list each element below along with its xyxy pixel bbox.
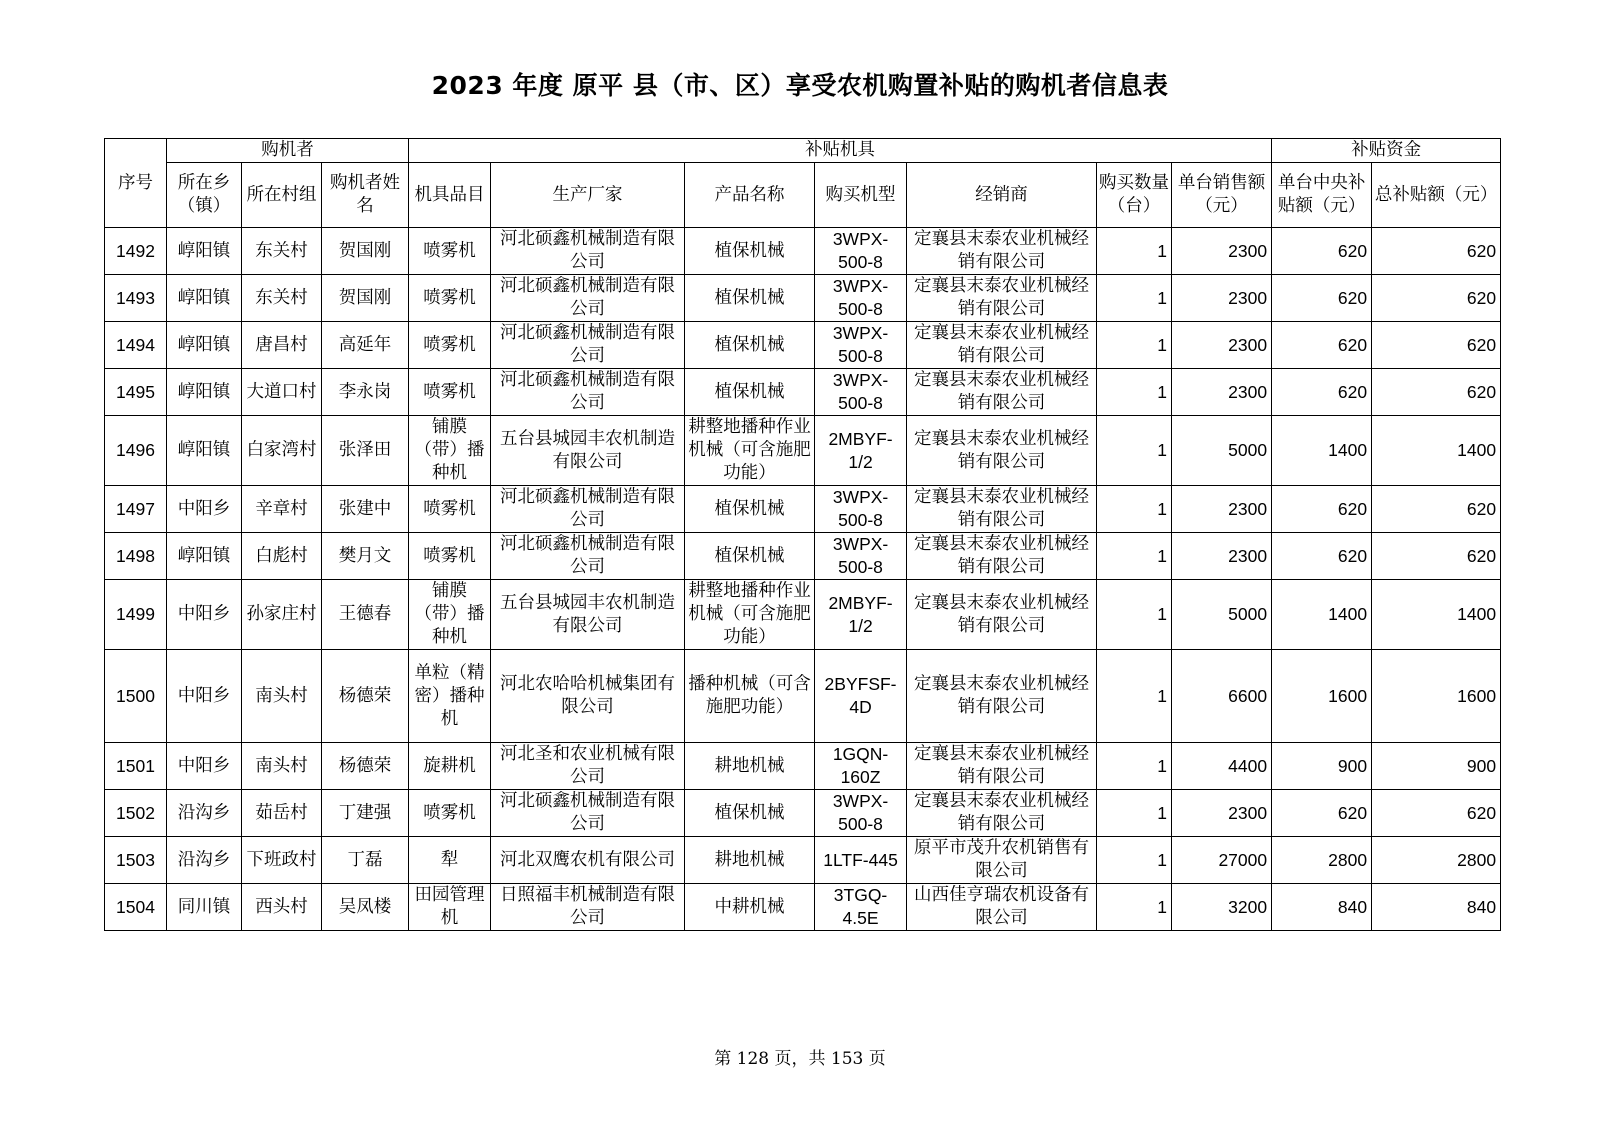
cell-unit-price: 2300 <box>1172 533 1272 580</box>
cell-model: 3WPX-500-8 <box>815 228 907 275</box>
cell-name: 杨德荣 <box>322 650 409 743</box>
cell-total-subsidy: 620 <box>1372 486 1501 533</box>
cell-category: 喷雾机 <box>409 369 491 416</box>
cell-name: 张建中 <box>322 486 409 533</box>
cell-town: 崞阳镇 <box>167 322 242 369</box>
cell-product: 植保机械 <box>685 369 815 416</box>
cell-manufacturer: 河北硕鑫机械制造有限公司 <box>491 275 685 322</box>
cell-name: 樊月文 <box>322 533 409 580</box>
cell-model: 3WPX-500-8 <box>815 369 907 416</box>
cell-product: 植保机械 <box>685 275 815 322</box>
table-row <box>105 650 1501 743</box>
cell-unit-subsidy: 620 <box>1272 275 1372 322</box>
cell-dealer: 定襄县末泰农业机械经销有限公司 <box>907 369 1097 416</box>
cell-village: 白家湾村 <box>242 416 322 486</box>
header-column-row <box>105 163 1501 228</box>
cell-unit-subsidy: 620 <box>1272 369 1372 416</box>
cell-model: 3WPX-500-8 <box>815 533 907 580</box>
cell-category: 喷雾机 <box>409 322 491 369</box>
cell-category: 犁 <box>409 837 491 884</box>
cell-manufacturer: 河北农哈哈机械集团有限公司 <box>491 650 685 743</box>
cell-total-subsidy: 620 <box>1372 228 1501 275</box>
cell-total-subsidy: 620 <box>1372 790 1501 837</box>
cell-total-subsidy: 620 <box>1372 369 1501 416</box>
cell-town: 崞阳镇 <box>167 369 242 416</box>
cell-seq: 1500 <box>105 650 167 743</box>
cell-manufacturer: 河北硕鑫机械制造有限公司 <box>491 228 685 275</box>
cell-village: 下班政村 <box>242 837 322 884</box>
cell-category: 旋耕机 <box>409 743 491 790</box>
cell-qty: 1 <box>1097 884 1172 931</box>
cell-qty: 1 <box>1097 275 1172 322</box>
page-title: 2023 年度 原平 县（市、区）享受农机购置补贴的购机者信息表 <box>431 71 1169 100</box>
cell-village: 唐昌村 <box>242 322 322 369</box>
table-row <box>105 416 1501 486</box>
cell-total-subsidy: 620 <box>1372 275 1501 322</box>
cell-town: 中阳乡 <box>167 486 242 533</box>
table-row <box>105 743 1501 790</box>
cell-unit-subsidy: 620 <box>1272 322 1372 369</box>
cell-unit-price: 2300 <box>1172 790 1272 837</box>
cell-dealer: 定襄县末泰农业机械经销有限公司 <box>907 486 1097 533</box>
cell-village: 辛章村 <box>242 486 322 533</box>
cell-manufacturer: 五台县城园丰农机制造有限公司 <box>491 416 685 486</box>
cell-model: 3WPX-500-8 <box>815 322 907 369</box>
cell-qty: 1 <box>1097 416 1172 486</box>
cell-unit-price: 2300 <box>1172 369 1272 416</box>
cell-dealer: 原平市茂升农机销售有限公司 <box>907 837 1097 884</box>
header-group-machine: 补贴机具 <box>409 139 1272 163</box>
header-product: 产品名称 <box>685 163 815 228</box>
cell-dealer: 定襄县末泰农业机械经销有限公司 <box>907 416 1097 486</box>
cell-manufacturer: 河北硕鑫机械制造有限公司 <box>491 322 685 369</box>
cell-seq: 1499 <box>105 580 167 650</box>
cell-name: 高延年 <box>322 322 409 369</box>
cell-town: 中阳乡 <box>167 650 242 743</box>
cell-seq: 1502 <box>105 790 167 837</box>
cell-qty: 1 <box>1097 837 1172 884</box>
cell-model: 3WPX-500-8 <box>815 790 907 837</box>
cell-seq: 1493 <box>105 275 167 322</box>
cell-category: 铺膜（带）播种机 <box>409 416 491 486</box>
cell-manufacturer: 五台县城园丰农机制造有限公司 <box>491 580 685 650</box>
header-model: 购买机型 <box>815 163 907 228</box>
cell-town: 同川镇 <box>167 884 242 931</box>
cell-model: 3TGQ-4.5E <box>815 884 907 931</box>
header-group-fund: 补贴资金 <box>1272 139 1501 163</box>
cell-seq: 1504 <box>105 884 167 931</box>
cell-town: 沿沟乡 <box>167 837 242 884</box>
cell-qty: 1 <box>1097 228 1172 275</box>
table-row <box>105 275 1501 322</box>
cell-manufacturer: 河北硕鑫机械制造有限公司 <box>491 533 685 580</box>
cell-village: 孙家庄村 <box>242 580 322 650</box>
cell-qty: 1 <box>1097 743 1172 790</box>
table-row <box>105 884 1501 931</box>
cell-village: 白彪村 <box>242 533 322 580</box>
cell-model: 3WPX-500-8 <box>815 486 907 533</box>
table-row <box>105 228 1501 275</box>
cell-category: 喷雾机 <box>409 486 491 533</box>
cell-model: 2MBYF-1/2 <box>815 416 907 486</box>
cell-manufacturer: 河北硕鑫机械制造有限公司 <box>491 790 685 837</box>
header-group-buyer: 购机者 <box>167 139 409 163</box>
cell-dealer: 定襄县末泰农业机械经销有限公司 <box>907 790 1097 837</box>
cell-product: 中耕机械 <box>685 884 815 931</box>
cell-dealer: 山西佳亨瑞农机设备有限公司 <box>907 884 1097 931</box>
cell-product: 植保机械 <box>685 790 815 837</box>
header-manufacturer: 生产厂家 <box>491 163 685 228</box>
header-town: 所在乡（镇） <box>167 163 242 228</box>
cell-total-subsidy: 1400 <box>1372 580 1501 650</box>
cell-town: 中阳乡 <box>167 743 242 790</box>
cell-dealer: 定襄县末泰农业机械经销有限公司 <box>907 533 1097 580</box>
cell-qty: 1 <box>1097 486 1172 533</box>
page-number: 第 128 页，共 153 页 <box>714 1049 886 1069</box>
cell-seq: 1496 <box>105 416 167 486</box>
cell-seq: 1501 <box>105 743 167 790</box>
cell-name: 丁建强 <box>322 790 409 837</box>
cell-category: 喷雾机 <box>409 533 491 580</box>
cell-model: 1LTF-445 <box>815 837 907 884</box>
cell-model: 2BYFSF-4D <box>815 650 907 743</box>
cell-product: 播种机械（可含施肥功能） <box>685 650 815 743</box>
header-dealer: 经销商 <box>907 163 1097 228</box>
table-row <box>105 322 1501 369</box>
cell-dealer: 定襄县末泰农业机械经销有限公司 <box>907 650 1097 743</box>
cell-unit-subsidy: 1400 <box>1272 416 1372 486</box>
cell-unit-price: 2300 <box>1172 322 1272 369</box>
cell-total-subsidy: 620 <box>1372 533 1501 580</box>
header-unit-subsidy: 单台中央补贴额（元） <box>1272 163 1372 228</box>
cell-unit-price: 27000 <box>1172 837 1272 884</box>
header-group-row <box>105 139 1501 163</box>
cell-name: 张泽田 <box>322 416 409 486</box>
cell-unit-subsidy: 620 <box>1272 533 1372 580</box>
cell-qty: 1 <box>1097 533 1172 580</box>
cell-qty: 1 <box>1097 369 1172 416</box>
cell-total-subsidy: 620 <box>1372 322 1501 369</box>
cell-model: 2MBYF-1/2 <box>815 580 907 650</box>
cell-seq: 1498 <box>105 533 167 580</box>
cell-name: 杨德荣 <box>322 743 409 790</box>
cell-dealer: 定襄县末泰农业机械经销有限公司 <box>907 275 1097 322</box>
table-row <box>105 580 1501 650</box>
cell-product: 植保机械 <box>685 322 815 369</box>
header-qty: 购买数量（台） <box>1097 163 1172 228</box>
cell-dealer: 定襄县末泰农业机械经销有限公司 <box>907 322 1097 369</box>
cell-product: 植保机械 <box>685 486 815 533</box>
cell-seq: 1497 <box>105 486 167 533</box>
cell-unit-subsidy: 1600 <box>1272 650 1372 743</box>
cell-unit-subsidy: 900 <box>1272 743 1372 790</box>
cell-dealer: 定襄县末泰农业机械经销有限公司 <box>907 580 1097 650</box>
cell-village: 东关村 <box>242 275 322 322</box>
cell-unit-price: 2300 <box>1172 275 1272 322</box>
cell-model: 3WPX-500-8 <box>815 275 907 322</box>
cell-village: 南头村 <box>242 650 322 743</box>
cell-name: 贺国刚 <box>322 275 409 322</box>
cell-unit-price: 4400 <box>1172 743 1272 790</box>
cell-unit-subsidy: 1400 <box>1272 580 1372 650</box>
cell-town: 沿沟乡 <box>167 790 242 837</box>
header-total-subsidy: 总补贴额（元） <box>1372 163 1501 228</box>
cell-total-subsidy: 1600 <box>1372 650 1501 743</box>
cell-category: 铺膜（带）播种机 <box>409 580 491 650</box>
cell-manufacturer: 日照福丰机械制造有限公司 <box>491 884 685 931</box>
cell-unit-subsidy: 2800 <box>1272 837 1372 884</box>
cell-unit-price: 5000 <box>1172 580 1272 650</box>
cell-qty: 1 <box>1097 790 1172 837</box>
cell-category: 喷雾机 <box>409 790 491 837</box>
table-row <box>105 837 1501 884</box>
cell-product: 耕整地播种作业机械（可含施肥功能） <box>685 580 815 650</box>
cell-unit-price: 5000 <box>1172 416 1272 486</box>
cell-product: 植保机械 <box>685 228 815 275</box>
cell-town: 崞阳镇 <box>167 275 242 322</box>
cell-qty: 1 <box>1097 650 1172 743</box>
header-unit-price: 单台销售额（元） <box>1172 163 1272 228</box>
cell-total-subsidy: 2800 <box>1372 837 1501 884</box>
cell-product: 耕地机械 <box>685 743 815 790</box>
cell-name: 李永岗 <box>322 369 409 416</box>
cell-name: 吴凤楼 <box>322 884 409 931</box>
header-buyer-name: 购机者姓名 <box>322 163 409 228</box>
cell-product: 耕地机械 <box>685 837 815 884</box>
cell-village: 西头村 <box>242 884 322 931</box>
cell-unit-subsidy: 620 <box>1272 228 1372 275</box>
cell-total-subsidy: 840 <box>1372 884 1501 931</box>
cell-unit-subsidy: 620 <box>1272 790 1372 837</box>
cell-name: 丁磊 <box>322 837 409 884</box>
cell-manufacturer: 河北圣和农业机械有限公司 <box>491 743 685 790</box>
table-row <box>105 533 1501 580</box>
table-row <box>105 486 1501 533</box>
cell-town: 崞阳镇 <box>167 228 242 275</box>
cell-town: 崞阳镇 <box>167 533 242 580</box>
cell-unit-subsidy: 840 <box>1272 884 1372 931</box>
cell-name: 贺国刚 <box>322 228 409 275</box>
cell-dealer: 定襄县末泰农业机械经销有限公司 <box>907 228 1097 275</box>
header-category: 机具品目 <box>409 163 491 228</box>
cell-category: 喷雾机 <box>409 275 491 322</box>
cell-unit-price: 2300 <box>1172 486 1272 533</box>
cell-unit-price: 6600 <box>1172 650 1272 743</box>
table-row <box>105 790 1501 837</box>
cell-dealer: 定襄县末泰农业机械经销有限公司 <box>907 743 1097 790</box>
cell-village: 南头村 <box>242 743 322 790</box>
cell-category: 田园管理机 <box>409 884 491 931</box>
cell-category: 单粒（精密）播种机 <box>409 650 491 743</box>
cell-unit-price: 2300 <box>1172 228 1272 275</box>
header-seq: 序号 <box>105 139 167 228</box>
cell-model: 1GQN-160Z <box>815 743 907 790</box>
cell-manufacturer: 河北硕鑫机械制造有限公司 <box>491 486 685 533</box>
cell-unit-price: 3200 <box>1172 884 1272 931</box>
cell-qty: 1 <box>1097 322 1172 369</box>
cell-manufacturer: 河北双鹰农机有限公司 <box>491 837 685 884</box>
cell-seq: 1503 <box>105 837 167 884</box>
cell-category: 喷雾机 <box>409 228 491 275</box>
cell-village: 东关村 <box>242 228 322 275</box>
buyer-info-table <box>104 138 1501 931</box>
cell-seq: 1494 <box>105 322 167 369</box>
cell-unit-subsidy: 620 <box>1272 486 1372 533</box>
cell-qty: 1 <box>1097 580 1172 650</box>
cell-town: 崞阳镇 <box>167 416 242 486</box>
cell-name: 王德春 <box>322 580 409 650</box>
cell-seq: 1495 <box>105 369 167 416</box>
cell-village: 茹岳村 <box>242 790 322 837</box>
cell-product: 植保机械 <box>685 533 815 580</box>
cell-town: 中阳乡 <box>167 580 242 650</box>
cell-manufacturer: 河北硕鑫机械制造有限公司 <box>491 369 685 416</box>
cell-product: 耕整地播种作业机械（可含施肥功能） <box>685 416 815 486</box>
cell-seq: 1492 <box>105 228 167 275</box>
cell-total-subsidy: 1400 <box>1372 416 1501 486</box>
cell-total-subsidy: 900 <box>1372 743 1501 790</box>
table-row <box>105 369 1501 416</box>
header-village: 所在村组 <box>242 163 322 228</box>
cell-village: 大道口村 <box>242 369 322 416</box>
